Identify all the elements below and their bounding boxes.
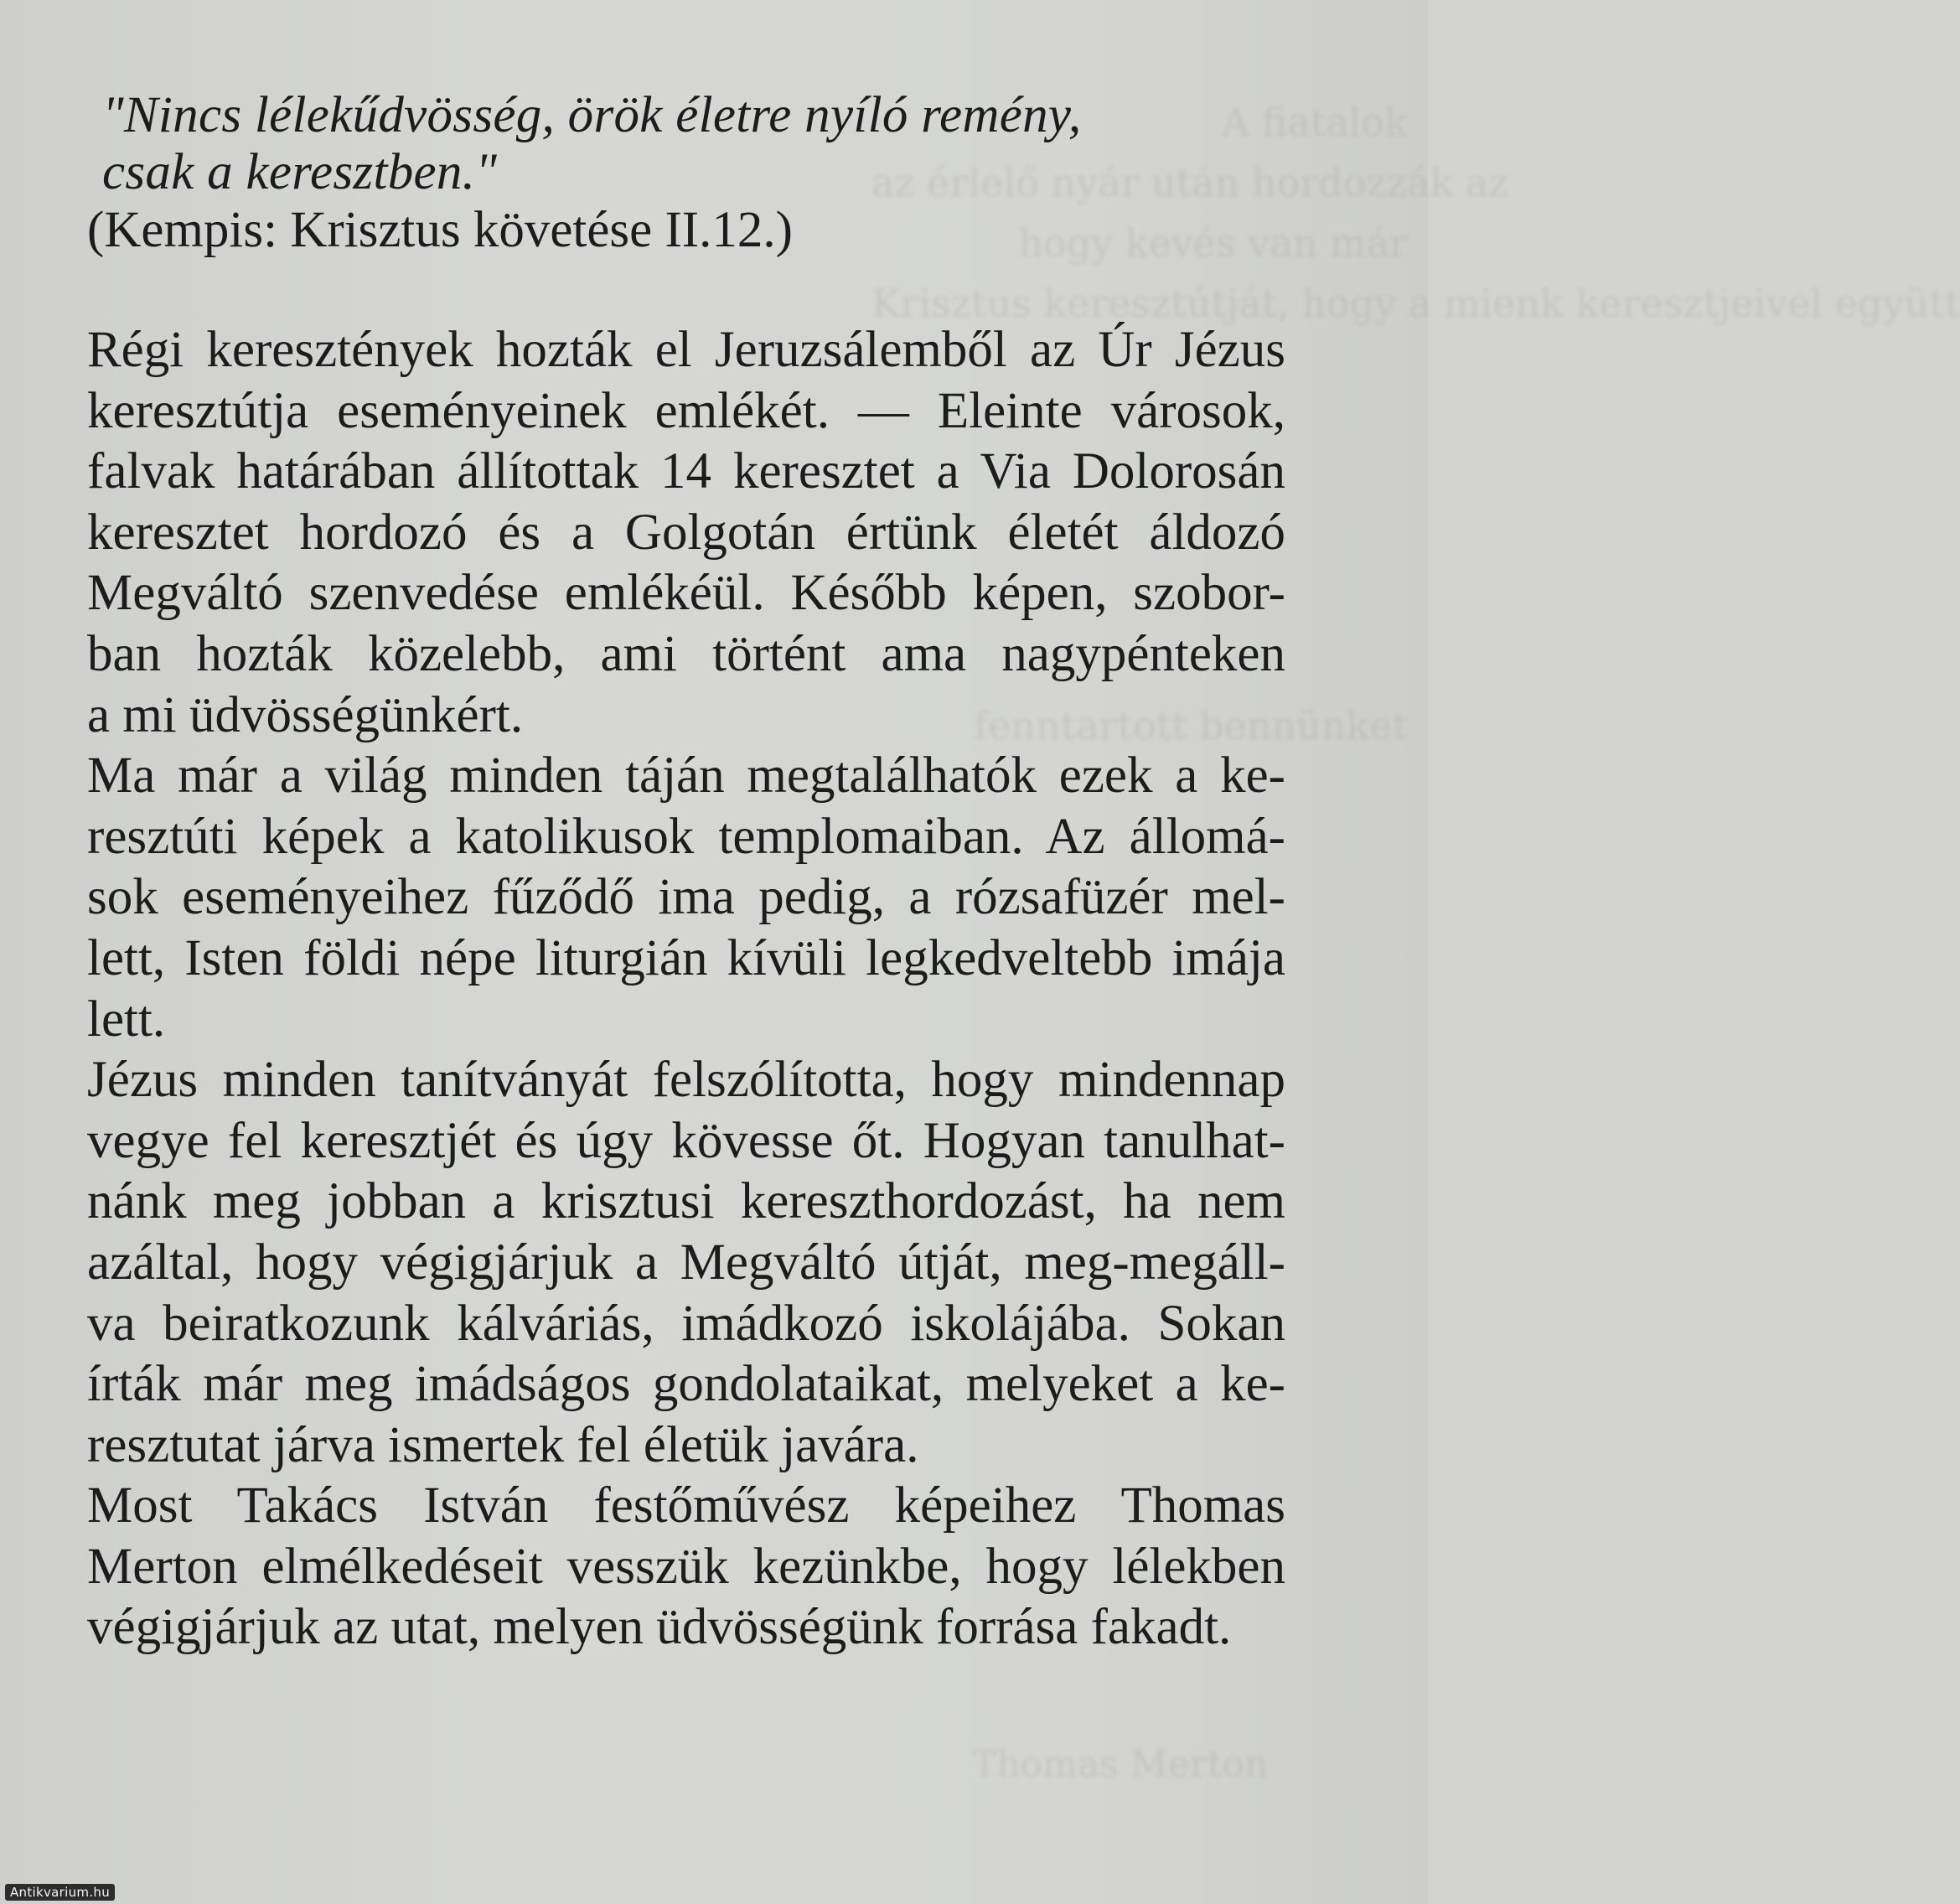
page-content: [87, 87, 1285, 1658]
text-line: a mi üdvösségünkért.: [87, 686, 524, 743]
text-line: keresztútja eseményeinek emlékét. — Eleinte városok,: [87, 382, 1285, 439]
text-line: sok eseményeihez fűződő ima pedig, a rózsafüzér mel-: [87, 869, 1285, 926]
text-line: resztutat járva ismertek fel életük javára.: [87, 1416, 919, 1473]
bleed-line: az érlelő nyár után hordozzák az: [871, 160, 1509, 205]
text-line: végigjárjuk az utat, melyen üdvösségünk forrása fakadt.: [87, 1599, 1232, 1656]
text-line: Ma már a világ minden táján megtalálhatók ezek a ke-: [87, 748, 1285, 805]
epigraph-quote: [87, 87, 1285, 201]
quote-line: csak a keresztben.": [102, 144, 498, 200]
text-line: vegye fel keresztjét és úgy kövesse őt. Hogyan tanulhat-: [87, 1112, 1285, 1169]
text-line: ban hozták közelebb, ami történt ama nagypénteken: [87, 625, 1285, 682]
text-line: keresztet hordozó és a Golgotán értünk életét áldozó: [87, 504, 1285, 561]
quote-line: "Nincs lélekűdvösség, örök életre nyíló remény,: [102, 87, 1082, 143]
paragraph: [87, 1050, 1285, 1476]
bleed-line: A fiatalok: [1221, 100, 1408, 145]
paragraph: [87, 320, 1285, 746]
text-line: azáltal, hogy végigjárjuk a Megváltó útját, meg-megáll-: [87, 1234, 1285, 1291]
text-line: Megváltó szenvedése emlékéül. Később képen, szobor-: [87, 565, 1285, 622]
text-line: Jézus minden tanítványát felszólította, hogy mindennap: [87, 1052, 1285, 1109]
paragraph: [87, 746, 1285, 1050]
bleed-line: Krisztus keresztútját, hogy a mienk keresztjeivel együtt: [871, 281, 1960, 326]
text-line: nánk meg jobban a krisztusi kereszthordozást, ha nem: [87, 1173, 1285, 1230]
body-text: [87, 320, 1285, 1658]
text-line: falvak határában állítottak 14 keresztet a Via Dolorosán: [87, 443, 1285, 500]
quote-citation: (Kempis: Krisztus követése II.12.): [87, 202, 793, 258]
text-line: lett, Isten földi népe liturgián kívüli legkedveltebb imája: [87, 929, 1285, 986]
bleed-through-signature: Thomas Merton: [972, 1743, 1269, 1786]
text-line: Merton elmélkedéseit vesszük kezünkbe, hogy lélekben: [87, 1538, 1285, 1595]
text-line: írták már meg imádságos gondolataikat, melyeket a ke-: [87, 1356, 1285, 1413]
text-line: Most Takács István festőművész képeihez Thomas: [87, 1477, 1285, 1534]
bleed-line: hogy kevés van már: [1018, 220, 1408, 266]
text-line: va beiratkozunk kálváriás, imádkozó iskolájába. Sokan: [87, 1295, 1285, 1352]
text-line: Régi keresztények hozták el Jeruzsálemből az Úr Jézus: [87, 322, 1285, 378]
watermark: Antikvarium.hu: [5, 1884, 115, 1901]
bleed-line: fenntartott bennünket: [974, 703, 1408, 748]
paragraph: [87, 1476, 1285, 1658]
text-line: resztúti képek a katolikusok templomaiban. Az állomá-: [87, 808, 1285, 865]
text-line: lett.: [87, 991, 166, 1048]
